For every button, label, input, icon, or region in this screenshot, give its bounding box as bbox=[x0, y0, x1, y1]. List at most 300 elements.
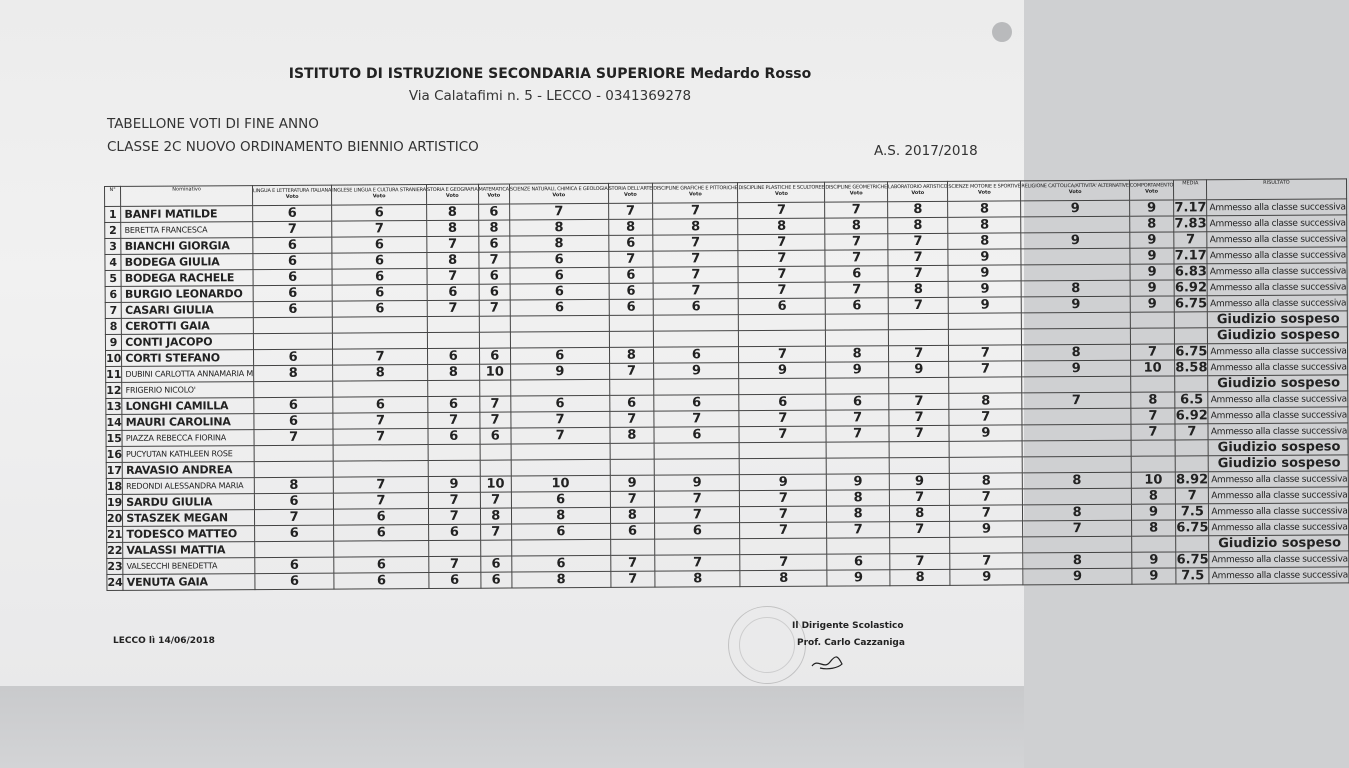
grade-cell: 6 bbox=[254, 493, 333, 509]
grade-cell: 6 bbox=[253, 237, 332, 253]
grade-cell: 8 bbox=[1023, 472, 1131, 489]
subject-name: LABORATORIO ARTISTICO bbox=[888, 183, 948, 191]
grade-cell: 7 bbox=[479, 412, 510, 428]
grade-cell: 6 bbox=[334, 525, 429, 542]
grade-cell: 7 bbox=[950, 489, 1023, 505]
column-header-subject bbox=[1129, 180, 1174, 200]
grade-cell: 6 bbox=[609, 299, 654, 315]
grade-cell: 7 bbox=[950, 505, 1023, 521]
result-cell: Ammesso alla classe successiva bbox=[1208, 295, 1347, 312]
result-cell: Ammesso alla classe successiva bbox=[1208, 391, 1347, 408]
grade-cell: 7 bbox=[654, 411, 739, 428]
grade-cell: 8 bbox=[1129, 216, 1174, 232]
grade-cell: 9 bbox=[1023, 568, 1131, 585]
grade-cell: 6 bbox=[479, 428, 510, 444]
grade-cell bbox=[1022, 328, 1130, 345]
grade-cell: 6 bbox=[255, 573, 334, 589]
school-stamp bbox=[728, 606, 806, 684]
grade-cell: 6 bbox=[479, 268, 510, 284]
grade-cell: 9 bbox=[889, 361, 949, 377]
school-name: ISTITUTO DI ISTRUZIONE SECONDARIA SUPERIORE Medardo Rosso bbox=[288, 66, 812, 82]
grade-cell: 8 bbox=[254, 477, 333, 493]
grade-cell: 8 bbox=[740, 570, 827, 587]
grade-cell bbox=[334, 541, 429, 558]
subject-vote-label: Voto bbox=[1145, 188, 1159, 195]
grade-cell: 7 bbox=[480, 492, 511, 508]
grade-cell: 6 bbox=[254, 413, 333, 429]
grade-cell: 7 bbox=[509, 203, 608, 220]
grade-cell: 7 bbox=[333, 429, 428, 446]
grade-cell: 7 bbox=[826, 426, 889, 442]
grade-cell: 6 bbox=[427, 284, 479, 300]
grade-cell: 6 bbox=[510, 347, 609, 364]
grade-cell: 7 bbox=[1131, 408, 1176, 424]
media-cell: 6.83 bbox=[1174, 264, 1207, 280]
grade-cell: 8 bbox=[478, 220, 509, 236]
grade-cell: 7 bbox=[1022, 392, 1130, 409]
subject-vote-label: Voto bbox=[911, 189, 925, 197]
student-number: 8 bbox=[105, 318, 121, 334]
grade-cell: 9 bbox=[826, 362, 889, 378]
grade-cell bbox=[740, 442, 827, 459]
grade-cell: 6 bbox=[334, 573, 429, 590]
school-year: A.S. 2017/2018 bbox=[874, 143, 978, 159]
column-header-subject bbox=[252, 185, 331, 205]
grade-cell bbox=[888, 329, 948, 345]
grade-cell: 7 bbox=[889, 409, 949, 425]
grade-cell bbox=[333, 445, 428, 462]
grade-cell: 8 bbox=[1023, 504, 1131, 521]
grade-cell: 8 bbox=[609, 347, 654, 363]
student-number: 24 bbox=[107, 575, 123, 589]
student-name: MAURI CAROLINA bbox=[122, 414, 254, 431]
column-header-subject bbox=[332, 185, 427, 206]
grade-cell: 6 bbox=[428, 524, 480, 540]
grade-cell bbox=[479, 316, 510, 332]
column-header-subject bbox=[738, 182, 825, 203]
grade-cell bbox=[479, 332, 510, 348]
student-name: BODEGA GIULIA bbox=[121, 254, 253, 271]
grade-cell: 6 bbox=[609, 283, 654, 299]
media-cell: 6.92 bbox=[1174, 280, 1208, 296]
subject-vote-label: Voto bbox=[552, 192, 566, 199]
grade-cell: 6 bbox=[332, 205, 427, 222]
grade-cell: 8 bbox=[890, 569, 950, 585]
grade-cell: 8 bbox=[1131, 520, 1176, 536]
grade-cell bbox=[479, 380, 510, 396]
grade-cell: 9 bbox=[1130, 264, 1175, 280]
grade-cell: 7 bbox=[888, 265, 948, 281]
grade-cell bbox=[253, 317, 332, 333]
grade-cell: 6 bbox=[253, 285, 332, 301]
grade-cell bbox=[827, 538, 890, 554]
grade-cell bbox=[254, 461, 333, 477]
grade-cell bbox=[1022, 440, 1130, 457]
grade-cell: 8 bbox=[512, 571, 611, 588]
grade-cell: 8 bbox=[826, 346, 889, 362]
grade-cell: 7 bbox=[653, 251, 738, 268]
grade-cell: 6 bbox=[334, 509, 429, 526]
student-number: 1 bbox=[105, 206, 121, 222]
grade-cell: 6 bbox=[609, 267, 654, 283]
grade-cell: 9 bbox=[1130, 232, 1175, 248]
grade-cell: 9 bbox=[428, 476, 480, 492]
grade-cell bbox=[609, 379, 654, 395]
result-cell: Giudizio sospeso bbox=[1208, 375, 1347, 392]
grade-cell bbox=[826, 442, 889, 458]
grade-cell: 6 bbox=[254, 397, 333, 413]
subject-vote-label: Voto bbox=[487, 192, 501, 199]
grade-cell: 8 bbox=[950, 473, 1023, 489]
student-name: LONGHI CAMILLA bbox=[122, 398, 254, 415]
grade-cell: 6 bbox=[827, 554, 890, 570]
grade-cell bbox=[740, 538, 827, 555]
column-header-media: MEDIA bbox=[1174, 180, 1207, 200]
grade-cell: 7 bbox=[888, 233, 948, 249]
student-name: BODEGA RACHELE bbox=[121, 270, 253, 287]
grade-cell bbox=[1023, 456, 1131, 473]
grade-cell: 6 bbox=[479, 284, 510, 300]
grade-cell: 6 bbox=[511, 395, 610, 412]
grade-cell: 6 bbox=[610, 523, 655, 539]
subject-vote-label: Voto bbox=[372, 193, 386, 200]
grade-cell bbox=[609, 331, 654, 347]
grade-cell: 7 bbox=[740, 490, 827, 507]
media-cell: 6.75 bbox=[1175, 344, 1208, 360]
grade-cell: 7 bbox=[655, 491, 740, 508]
grade-cell: 7 bbox=[827, 522, 890, 538]
subject-name: DISCIPLINE PLASTICHE E SCULTOREE bbox=[738, 184, 825, 192]
grade-cell: 8 bbox=[608, 219, 653, 235]
grade-cell: 7 bbox=[428, 492, 480, 508]
student-name: REDONDI ALESSANDRA MARIA bbox=[123, 478, 255, 495]
result-cell: Giudizio sospeso bbox=[1208, 327, 1347, 344]
grade-cell: 7 bbox=[949, 345, 1022, 361]
media-cell: 6.75 bbox=[1174, 296, 1208, 312]
student-name: FRIGERIO NICOLO' bbox=[122, 382, 254, 399]
grade-cell: 7 bbox=[739, 410, 826, 427]
grade-cell: 7 bbox=[609, 411, 654, 427]
grade-cell: 7 bbox=[253, 221, 332, 237]
grade-cell: 7 bbox=[427, 268, 479, 284]
grade-cell: 7 bbox=[949, 361, 1022, 377]
grade-cell bbox=[826, 378, 889, 394]
result-cell: Ammesso alla classe successiva bbox=[1208, 423, 1347, 440]
grade-cell: 6 bbox=[428, 428, 480, 444]
grade-cell: 7 bbox=[889, 489, 949, 505]
student-name: CEROTTI GAIA bbox=[122, 318, 254, 335]
student-number: 5 bbox=[105, 270, 121, 286]
grade-cell: 7 bbox=[254, 429, 333, 445]
grade-cell: 6 bbox=[510, 283, 609, 300]
grade-cell: 9 bbox=[948, 265, 1021, 281]
grade-cell: 7 bbox=[738, 250, 825, 267]
grade-cell: 8 bbox=[1022, 344, 1130, 361]
grade-cell: 8 bbox=[827, 490, 890, 506]
grade-cell: 7 bbox=[739, 346, 826, 363]
grade-cell: 7 bbox=[609, 363, 654, 379]
grade-cell: 6 bbox=[739, 394, 826, 411]
grade-cell: 9 bbox=[1021, 200, 1129, 217]
result-cell: Ammesso alla classe successiva bbox=[1207, 247, 1346, 264]
grade-cell: 8 bbox=[1131, 392, 1176, 408]
grade-cell: 7 bbox=[427, 300, 479, 316]
student-name: SARDU GIULIA bbox=[123, 494, 255, 511]
grade-cell: 6 bbox=[609, 395, 654, 411]
grade-cell: 6 bbox=[427, 348, 479, 364]
grade-cell: 6 bbox=[332, 285, 427, 302]
grade-cell bbox=[609, 315, 654, 331]
grade-cell: 10 bbox=[480, 476, 511, 492]
column-header-subject bbox=[426, 184, 478, 204]
grade-cell: 7 bbox=[740, 554, 827, 571]
result-cell: Ammesso alla classe successiva bbox=[1208, 359, 1347, 376]
grade-cell: 7 bbox=[1023, 520, 1131, 537]
grade-cell: 8 bbox=[888, 201, 948, 217]
student-number: 22 bbox=[107, 543, 123, 557]
subject-name: STORIA E GEOGRAFIA bbox=[426, 186, 478, 194]
grade-cell: 8 bbox=[655, 571, 740, 588]
grade-cell: 7 bbox=[254, 509, 333, 525]
student-number: 6 bbox=[105, 286, 121, 302]
grade-cell bbox=[889, 441, 949, 457]
result-cell: Ammesso alla classe successiva bbox=[1207, 279, 1346, 296]
document-title: TABELLONE VOTI DI FINE ANNO bbox=[107, 116, 319, 132]
grade-cell: 8 bbox=[1022, 280, 1130, 297]
grade-cell: 8 bbox=[480, 508, 511, 524]
grade-cell bbox=[1021, 264, 1129, 281]
grade-cell: 7 bbox=[739, 426, 826, 443]
grade-cell: 8 bbox=[948, 201, 1021, 217]
grade-cell bbox=[653, 315, 738, 332]
grade-cell: 8 bbox=[254, 365, 333, 381]
grade-cell bbox=[1021, 216, 1129, 233]
grade-cell: 6 bbox=[511, 523, 610, 540]
grade-cell bbox=[512, 539, 611, 556]
grade-cell bbox=[949, 329, 1022, 345]
grade-cell: 8 bbox=[888, 281, 948, 297]
grade-cell: 7 bbox=[334, 493, 429, 510]
grade-cell: 7 bbox=[825, 234, 888, 250]
result-cell: Ammesso alla classe successiva bbox=[1209, 487, 1348, 504]
grade-cell: 7 bbox=[332, 221, 427, 238]
media-cell: 7 bbox=[1174, 232, 1207, 248]
grade-cell: 6 bbox=[334, 557, 429, 574]
grade-cell: 6 bbox=[510, 251, 609, 268]
grade-cell bbox=[949, 313, 1022, 329]
grade-cell: 8 bbox=[1023, 552, 1131, 569]
grade-cell bbox=[1022, 312, 1130, 329]
grade-cell: 7 bbox=[608, 251, 653, 267]
grade-cell: 7 bbox=[479, 300, 510, 316]
subject-name: COMPORTAMENTO bbox=[1129, 182, 1174, 189]
media-cell bbox=[1175, 456, 1208, 472]
student-number: 16 bbox=[106, 447, 122, 461]
grade-cell bbox=[949, 441, 1022, 457]
grade-cell: 6 bbox=[253, 301, 332, 317]
grade-cell: 8 bbox=[510, 219, 609, 236]
grade-cell: 6 bbox=[254, 525, 333, 541]
grade-cell bbox=[480, 540, 511, 556]
grade-cell bbox=[1022, 408, 1130, 425]
grade-cell: 9 bbox=[889, 473, 949, 489]
grade-cell: 7 bbox=[825, 202, 888, 218]
grade-cell: 6 bbox=[332, 253, 427, 270]
grade-cell: 8 bbox=[610, 507, 655, 523]
subject-vote-label: Voto bbox=[1068, 189, 1082, 196]
grade-cell bbox=[480, 444, 511, 460]
grade-cell: 8 bbox=[653, 219, 738, 236]
result-cell: Ammesso alla classe successiva bbox=[1207, 231, 1346, 248]
result-cell: Ammesso alla classe successiva bbox=[1209, 503, 1348, 520]
student-name: BANFI MATILDE bbox=[121, 206, 253, 223]
grade-cell: 7 bbox=[511, 427, 610, 444]
grade-cell: 7 bbox=[825, 250, 888, 266]
grade-cell: 6 bbox=[653, 299, 738, 316]
student-name: VENUTA GAIA bbox=[123, 574, 255, 591]
grade-cell bbox=[739, 314, 826, 331]
result-cell: Giudizio sospeso bbox=[1208, 439, 1347, 456]
grade-cell bbox=[333, 381, 428, 398]
grade-cell bbox=[739, 378, 826, 395]
media-cell: 6.75 bbox=[1176, 552, 1209, 568]
media-cell: 7.17 bbox=[1174, 200, 1207, 216]
grade-cell: 9 bbox=[739, 362, 826, 379]
student-number: 3 bbox=[105, 238, 121, 254]
grade-cell bbox=[654, 459, 739, 476]
grade-cell: 7 bbox=[825, 282, 888, 298]
grade-cell bbox=[1021, 248, 1129, 265]
grade-cell: 7 bbox=[890, 553, 950, 569]
column-header-subject bbox=[478, 184, 509, 204]
student-number: 15 bbox=[106, 431, 122, 445]
grade-cell: 8 bbox=[333, 365, 428, 382]
grade-cell: 9 bbox=[1130, 296, 1175, 312]
grade-cell: 6 bbox=[332, 301, 427, 318]
grade-cell: 7 bbox=[738, 202, 825, 219]
grade-cell bbox=[610, 443, 655, 459]
grade-cell bbox=[510, 331, 609, 348]
grade-cell: 9 bbox=[950, 569, 1023, 585]
grade-cell: 7 bbox=[738, 234, 825, 251]
grade-cell bbox=[654, 379, 739, 396]
student-number: 4 bbox=[105, 254, 121, 270]
grade-cell bbox=[1023, 488, 1131, 505]
grade-cell: 6 bbox=[255, 557, 334, 573]
grade-cell: 7 bbox=[888, 297, 948, 313]
punch-hole bbox=[992, 22, 1012, 42]
grade-cell: 7 bbox=[826, 410, 889, 426]
grade-cell bbox=[428, 460, 480, 476]
grade-cell: 7 bbox=[949, 409, 1022, 425]
media-cell bbox=[1175, 440, 1208, 456]
grade-cell: 6 bbox=[826, 394, 889, 410]
grade-cell: 9 bbox=[1130, 280, 1175, 296]
grade-cell bbox=[740, 458, 827, 475]
subject-vote-label: Voto bbox=[849, 190, 863, 197]
media-cell bbox=[1176, 536, 1209, 552]
signer-name: Prof. Carlo Cazzaniga bbox=[797, 638, 905, 648]
grade-cell: 9 bbox=[827, 474, 890, 490]
media-cell: 7 bbox=[1176, 488, 1209, 504]
grade-cell: 8 bbox=[511, 507, 610, 524]
grade-cell: 7 bbox=[653, 283, 738, 300]
media-cell: 7.17 bbox=[1174, 248, 1207, 264]
grade-cell bbox=[254, 445, 333, 461]
grade-cell: 9 bbox=[1022, 360, 1130, 377]
student-number: 17 bbox=[106, 463, 123, 477]
background-surface bbox=[0, 686, 1024, 768]
grade-cell: 7 bbox=[739, 282, 826, 299]
student-number: 14 bbox=[106, 415, 122, 429]
grade-cell: 7 bbox=[511, 411, 610, 428]
grade-cell: 6 bbox=[654, 427, 739, 444]
grade-cell bbox=[253, 333, 332, 349]
grade-cell: 8 bbox=[1131, 488, 1176, 504]
subject-name: STORIA DELL'ARTE bbox=[608, 185, 653, 192]
grade-cell: 9 bbox=[1021, 232, 1129, 249]
grade-cell: 7 bbox=[740, 522, 827, 539]
grade-cell: 6 bbox=[429, 572, 481, 588]
grade-cell: 8 bbox=[948, 217, 1021, 233]
grade-cell bbox=[1130, 376, 1175, 392]
grade-cell: 6 bbox=[332, 237, 427, 254]
class-title: CLASSE 2C NUOVO ORDINAMENTO BIENNIO ARTISTICO bbox=[107, 139, 479, 155]
grade-cell: 8 bbox=[825, 218, 888, 234]
grade-cell: 9 bbox=[950, 521, 1023, 537]
grade-cell bbox=[890, 537, 950, 553]
grade-cell: 6 bbox=[511, 491, 610, 508]
grade-cell: 9 bbox=[510, 363, 609, 380]
grade-cell bbox=[888, 313, 948, 329]
grade-cell: 9 bbox=[1132, 552, 1177, 568]
grade-cell bbox=[826, 330, 889, 346]
grade-cell: 9 bbox=[740, 474, 827, 491]
grade-cell: 10 bbox=[479, 364, 510, 380]
place-date: LECCO lì 14/06/2018 bbox=[113, 636, 215, 646]
grade-cell bbox=[428, 380, 480, 396]
subject-vote-label: Voto bbox=[688, 191, 702, 198]
grade-cell: 8 bbox=[428, 364, 480, 380]
column-header-number: N° bbox=[105, 186, 121, 206]
grade-cell: 9 bbox=[948, 249, 1021, 265]
student-name: BERETTA FRANCESCA bbox=[121, 222, 253, 239]
grade-cell: 7 bbox=[740, 506, 827, 523]
grade-cell: 7 bbox=[333, 413, 428, 430]
student-number: 11 bbox=[106, 367, 122, 381]
student-name: PUCYUTAN KATHLEEN ROSE bbox=[122, 446, 254, 463]
subject-name: DISCIPLINE GRAFICHE E PITTORICHE bbox=[653, 185, 738, 192]
grade-cell: 9 bbox=[1132, 568, 1177, 584]
grade-cell bbox=[428, 444, 480, 460]
grade-cell: 7 bbox=[610, 571, 655, 587]
subject-name: SCIENZE MOTORIE E SPORTIVE bbox=[948, 183, 1021, 190]
media-cell: 6.5 bbox=[1175, 392, 1208, 408]
student-name: VALASSI MATTIA bbox=[123, 542, 255, 559]
grade-cell bbox=[739, 330, 826, 347]
grade-cell bbox=[610, 459, 655, 475]
student-number: 7 bbox=[105, 302, 121, 318]
student-number: 20 bbox=[106, 511, 123, 525]
grade-cell bbox=[510, 315, 609, 332]
grade-cell: 8 bbox=[738, 218, 825, 235]
result-cell: Ammesso alla classe successiva bbox=[1207, 199, 1346, 216]
grade-cell bbox=[427, 316, 479, 332]
result-cell: Ammesso alla classe successiva bbox=[1208, 407, 1347, 424]
grade-cell: 9 bbox=[948, 281, 1021, 297]
grade-cell bbox=[255, 541, 334, 557]
grade-cell: 7 bbox=[334, 477, 429, 494]
